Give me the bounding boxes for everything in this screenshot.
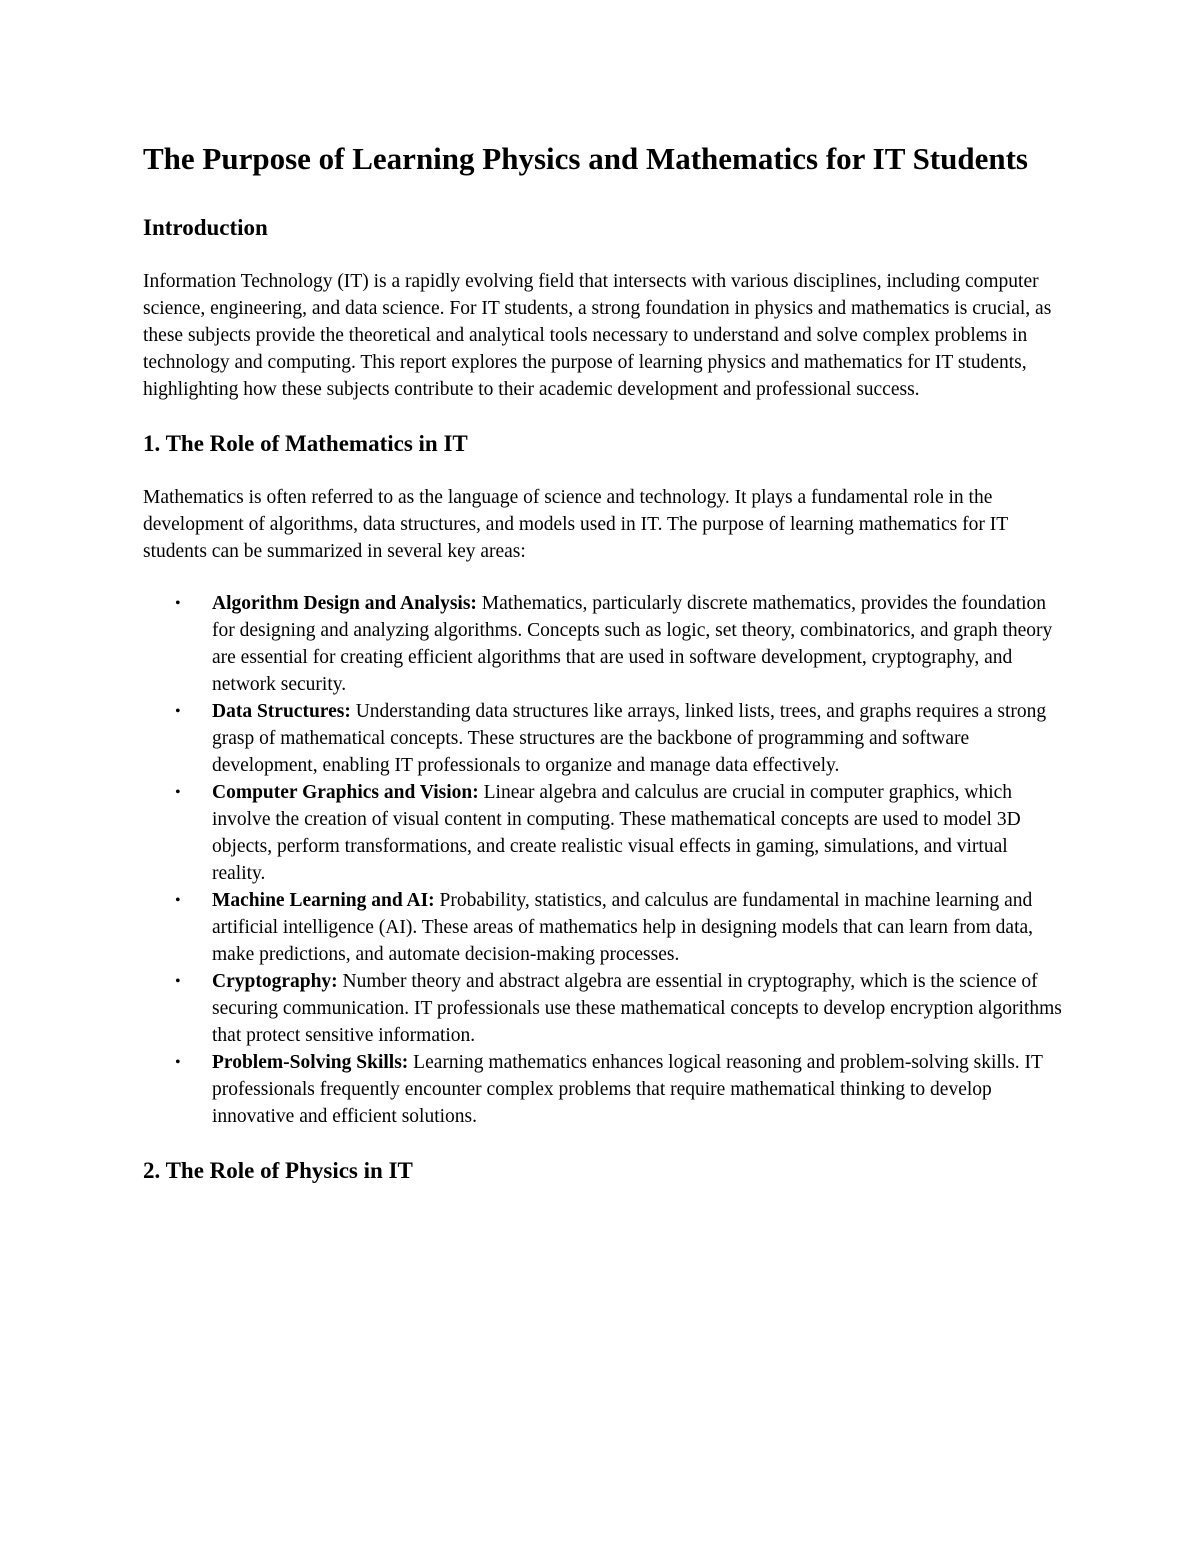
bullet-icon: •	[175, 892, 181, 909]
list-item-term: Problem-Solving Skills:	[212, 1052, 409, 1073]
bullet-icon: •	[175, 784, 181, 801]
list-item-problem-solving	[175, 1049, 1063, 1130]
introduction-heading: Introduction	[143, 215, 268, 240]
bullet-icon: •	[175, 973, 181, 990]
list-item-term: Cryptography:	[212, 971, 338, 992]
list-item-term: Computer Graphics and Vision:	[212, 782, 479, 803]
list-item-text: Probability, statistics, and calculus are fundamental in machine learning and artificial intelligence (AI). These areas of mathematics help in designing models that can learn from data, make predictions, and automate decision-making processes.	[212, 890, 1034, 965]
list-item-term: Algorithm Design and Analysis:	[212, 593, 477, 614]
list-item-computer-graphics	[175, 779, 1063, 887]
document-page	[143, 138, 1063, 1186]
list-item-algorithm-design	[175, 590, 1063, 698]
list-item-term: Data Structures:	[212, 701, 351, 722]
list-item-text: Learning mathematics enhances logical reasoning and problem-solving skills. IT professionals frequently encounter complex problems that require mathematical thinking to develop innovative and efficient solutions.	[212, 1052, 1043, 1127]
physics-section-heading: 2. The Role of Physics in IT	[143, 1158, 413, 1183]
bullet-icon: •	[175, 703, 181, 720]
list-item-machine-learning	[175, 887, 1063, 968]
list-item-data-structures	[175, 698, 1063, 779]
list-item-term: Machine Learning and AI:	[212, 890, 435, 911]
list-item-text: Number theory and abstract algebra are essential in cryptography, which is the science of securing communication. IT professionals use these mathematical concepts to develop encryption algorithms that protect sensitive information.	[212, 971, 1062, 1046]
introduction-paragraph: Information Technology (IT) is a rapidly evolving field that intersects with various disciplines, including computer science, engineering, and data science. For IT students, a strong foundation in physics and mathematics is crucial, as these subjects provide the theoretical and analytical tools necessary to understand and solve complex problems in technology and computing. This report explores the purpose of learning physics and mathematics for IT students, highlighting how these subjects contribute to their academic development and professional success.	[143, 271, 1052, 400]
list-item-text: Understanding data structures like arrays, linked lists, trees, and graphs requires a strong grasp of mathematical concepts. These structures are the backbone of programming and software development, enabling IT professionals to organize and manage data effectively.	[212, 701, 1047, 776]
math-section-heading: 1. The Role of Mathematics in IT	[143, 431, 468, 456]
list-item-cryptography	[175, 968, 1063, 1049]
bullet-icon: •	[175, 1054, 181, 1071]
list-item-text: Linear algebra and calculus are crucial in computer graphics, which involve the creation of visual content in computing. These mathematical concepts are used to model 3D objects, perform transformations, and create realistic visual effects in gaming, simulations, and virtual reality.	[212, 782, 1021, 884]
list-item-text: Mathematics, particularly discrete mathematics, provides the foundation for designing and analyzing algorithms. Concepts such as logic, set theory, combinatorics, and graph theory are essential for creating efficient algorithms that are used in software development, cryptography, and network security.	[212, 593, 1053, 695]
math-section-paragraph: Mathematics is often referred to as the language of science and technology. It plays a fundamental role in the development of algorithms, data structures, and models used in IT. The purpose of learning mathematics for IT students can be summarized in several key areas:	[143, 487, 1008, 562]
document-title: The Purpose of Learning Physics and Mathematics for IT Students	[143, 141, 1028, 176]
math-key-areas-list	[143, 590, 1063, 1130]
bullet-icon: •	[175, 595, 181, 612]
